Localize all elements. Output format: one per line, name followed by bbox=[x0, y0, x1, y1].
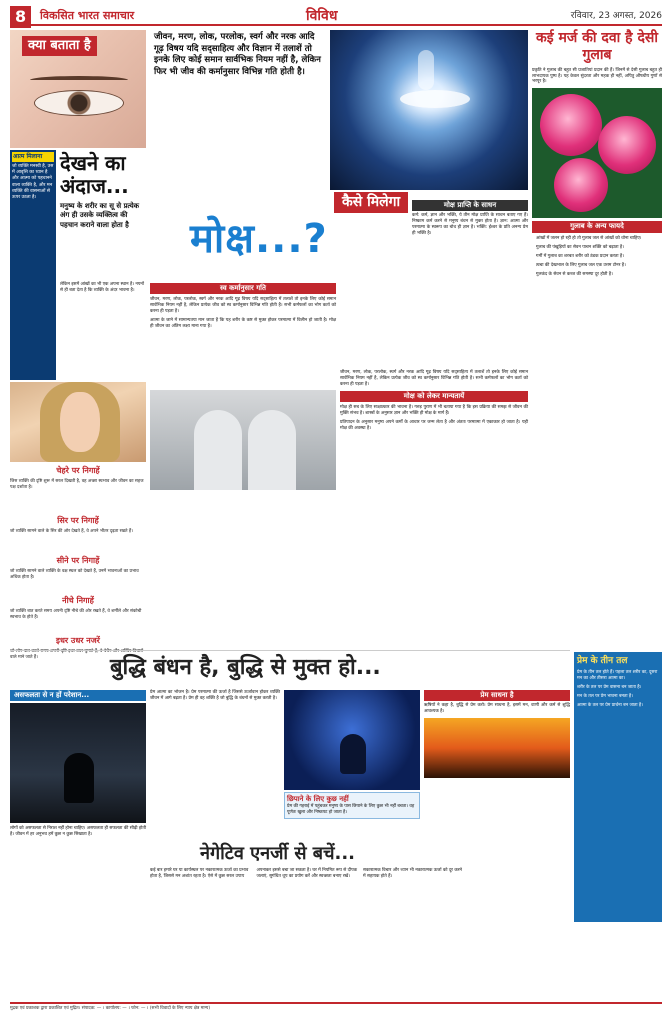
failure-article bbox=[10, 690, 146, 940]
rose-subhead: गुलाब के अन्य फायदे bbox=[532, 221, 662, 232]
band-headline-row bbox=[10, 650, 570, 686]
sidebar-title: आत्म मिलाना bbox=[12, 152, 54, 162]
rose-bullet: गुलकंद के सेवन से कब्ज की समस्या दूर होती है। bbox=[536, 271, 613, 277]
sadhana-subhead: प्रेम साधना है bbox=[424, 690, 570, 701]
feature-head bbox=[10, 516, 146, 535]
prem-tal-box bbox=[574, 652, 662, 922]
face-shape bbox=[60, 392, 100, 452]
rose-shape bbox=[540, 94, 602, 156]
feature-text: जो व्यक्ति बात करते समय अपनी दृष्टि नीचे की ओर रखते हैं, वे शर्मीले और संकोची स्वभाव के होते हैं। bbox=[10, 608, 142, 620]
feature-heading: सिर पर निगाहें bbox=[57, 516, 99, 525]
eye-photo bbox=[10, 30, 146, 148]
feature-text: जिस व्यक्ति की दृष्टि शुरू में सरल दिखती है, वह अच्छा स्वभाव और जीवन का सहज पक्ष दर्शाता है। bbox=[10, 478, 144, 490]
feature-chest bbox=[10, 556, 146, 581]
prem-tal-item: शरीर के तल पर प्रेम वासना बन जाता है। bbox=[577, 685, 642, 691]
section-title: विविध bbox=[306, 8, 338, 24]
statue-photo bbox=[150, 390, 336, 490]
woman-photo bbox=[10, 382, 146, 462]
feature-heading: नीचे निगाहें bbox=[62, 596, 94, 605]
page-header bbox=[10, 4, 662, 26]
prem-tal-item: मन के तल पर प्रेम भावना बनता है। bbox=[577, 693, 633, 699]
sad-figure-photo bbox=[10, 703, 146, 823]
negative-headline: नेगेटिव एनर्जी से बचें... bbox=[200, 843, 356, 864]
paragraph: आत्मा के जाने में सामान्यतया मान जाता है कि यह शरीर के कष्ट से मुक्त होकर परमात्मा में विलीन हो जाती है। मोक्ष ही जीवन का अंतिम लक्ष्य माना गया है। bbox=[150, 318, 336, 330]
poem-text: जीवन, मरण, लोक, परलोक, स्वर्ग और नरक आदि गूढ़ विषय यदि सद्साहित्य और विज्ञान में तलाशें तो इनके लिए कोई समान सार्वभिक नियम नहीं है, लेकिन फिर भी जीव की कर्मानुसार विभिन्न गति होती है। bbox=[154, 32, 321, 77]
rose-bullet: आंखों में जलन हो रही हो तो गुलाब जल से आंखों को धोना चाहिए। bbox=[536, 235, 642, 241]
eyebrow-shape bbox=[30, 76, 128, 84]
moksha-sadhan-text: कर्म: कर्म, ज्ञान और भक्ति, ये तीन मोक्ष प्राप्ति के साधन बताए गए हैं। निष्काम कर्म करने से मनुष्य बंधन से मुक्त होता है। ज्ञान: आत्मा और परमात्मा के स्वरूप का बोध ही ज्ञान है। भक्ति: ईश्वर के प्रति अनन्य प्रेम ही भक्ति है। bbox=[412, 213, 528, 237]
rose-intro: प्रकृति ने गुलाब की बहुत सी प्रजातियां प्रदान की हैं। जिनमें से देसी गुलाब बहुत ही लाभदायक पुष्प है। यह केवल सुंदरता और महक ही नहीं, अपितु औषधीय गुणों से भरपूर है। bbox=[532, 67, 662, 85]
rose-bullet: गुलाब की पंखुड़ियों का सेवन पाचन शक्ति को बढ़ाता है। bbox=[536, 244, 624, 250]
statue-shape bbox=[194, 410, 242, 490]
meditator-shape bbox=[340, 734, 366, 774]
moksha-headline: मोक्ष...? bbox=[190, 216, 328, 262]
rose-bullet: त्वचा की देखभाल के लिए गुलाब जल एक उत्तम टोनर है। bbox=[536, 262, 626, 268]
sadhana-text: ऋषियों ने कहा है, बुद्धि से प्रेम करो। प्रेम साधना है, इसमें मन, वाणी और कर्म से शुद्धि आवश्यक है। bbox=[424, 703, 570, 715]
band-headline: बुद्धि बंधन है, बुद्धि से मुक्त हो... bbox=[110, 655, 381, 680]
love-article bbox=[150, 690, 420, 840]
paragraph: मोक्ष ही सब के लिए साक्षात्कार की भावना है। गरुड़ पुराण में भी बताया गया है कि इस प्रक्रिया की समझ से जीवन की मुक्ति संभव है। शास्त्रों के अनुसार ज्ञान और भक्ति ही मोक्ष के मार्ग हैं। bbox=[340, 405, 528, 417]
hide-panel bbox=[284, 792, 420, 819]
imprint-footer: मुद्रक एवं प्रकाशक द्वारा प्रकाशित एवं मुद्रित। संपादक: — । कार्यालय: — । फोन: — । (सभी विवादों के लिए न्याय क्षेत्र मान्य) bbox=[10, 1002, 662, 1020]
issue-date: रविवार, 23 अगस्त, 2026 bbox=[570, 11, 662, 21]
hide-panel-title: छिपाने के लिए कुछ नहीं bbox=[287, 795, 349, 803]
rose-photo bbox=[532, 88, 662, 218]
poem-column bbox=[150, 30, 328, 160]
feature-heading: इधर उधर नजरें bbox=[56, 636, 100, 645]
sunset-photo bbox=[424, 718, 570, 778]
sadhana-article bbox=[424, 690, 570, 778]
feature-heading: चेहरे पर निगाहें bbox=[56, 466, 100, 475]
rose-headline: कई मर्ज की दवा है देसी गुलाब bbox=[536, 30, 658, 63]
paragraph: जीवन, मरण, लोक, परलोक, स्वर्ग और नरक आदि गूढ़ विषय यदि सद्साहित्य में तलाशें तो इनके लिए कोई समान सार्वभिक नियम नहीं है, लेकिन प्रत्येक जीव को स्व कर्मानुसार विभिन्न गति होती है। सभी कर्मफलों का भोग कर्ता को करना ही पड़ता है। bbox=[340, 370, 528, 387]
feature-heading: सीने पर निगाहें bbox=[56, 556, 100, 565]
subhead-manyata: मोक्ष को लेकर मान्यतायें bbox=[340, 391, 528, 402]
dekhne-article bbox=[10, 150, 146, 380]
moksha-right-column bbox=[340, 280, 528, 650]
failure-subhead: असफलता से न हों परेशान... bbox=[10, 690, 146, 701]
rose-shape bbox=[554, 158, 608, 212]
prem-tal-title: प्रेम के तीन तल bbox=[577, 656, 628, 666]
prem-tal-item: आत्मा के तल पर प्रेम प्रार्थना बन जाता है। bbox=[577, 702, 643, 708]
moksha-sadhan-box bbox=[412, 200, 528, 237]
dekhne-headline: देखने का अंदाज... bbox=[60, 151, 129, 198]
silhouette-shape bbox=[418, 50, 434, 90]
paragraph: जीवन, मरण, लोक, परलोक, स्वर्ग और नरक आदि गूढ़ विषय यदि सद्साहित्य में तलाशें तो इनके लिए कोई समान सार्वभिक नियम नहीं है, लेकिन प्रत्येक जीव को स्व कर्मानुसार विभिन्न गति होती है। सभी कर्मफलों का भोग कर्ता को करना ही पड़ता है। bbox=[150, 297, 336, 315]
paragraph: प्रतिपादन के अनुसार मनुष्य अपने कर्मों के आधार पर जन्म लेता है और अंततः परमात्मा में एकाकार हो जाता है। यही मोक्ष की अवस्था है। bbox=[340, 420, 528, 432]
hide-panel-text: प्रेम की गहराई में पहुंचकर मनुष्य के पास छिपाने के लिए कुछ भी नहीं बचता। वह पूर्णतः खुला और निष्कपट हो जाता है। bbox=[287, 804, 415, 816]
dekhne-subhead: मनुष्य के शरीर का सू से प्रत्येक अंग ही उसके व्यक्तित्व की पहचान कराने वाला होता है bbox=[60, 202, 140, 229]
kya-batata-title: क्या बताता है bbox=[22, 36, 97, 56]
subhead-karma: स्व कर्मानुसार गति bbox=[150, 283, 336, 294]
statue-shape bbox=[248, 410, 296, 490]
sidebar-box bbox=[10, 150, 56, 380]
page-number: 8 bbox=[10, 6, 31, 28]
negative-headline-row bbox=[150, 842, 420, 866]
rose-bullet: गर्मी में गुलाब का शरबत शरीर को ठंडक प्रदान करता है। bbox=[536, 253, 624, 259]
moksha-sadhan-title: मोक्ष प्राप्ति के साधन bbox=[412, 200, 528, 211]
rose-article bbox=[532, 30, 662, 281]
kaise-label: कैसे मिलेगा bbox=[334, 192, 408, 213]
meditation-photo bbox=[284, 690, 420, 790]
sidebar-text: जो व्यक्ति मनस्वी है, उस में आवृत्ति का ध्यान है और आत्मा को पहचानने वाला व्यक्ति है, और मन व्यक्ति की वासनाओं से ऊपर उठता है। bbox=[12, 164, 54, 201]
spirit-photo bbox=[330, 30, 528, 190]
feature-text: जो लोग बात करते समय अपनी दृष्टि इधर उधर घुमाते हैं, वे बेचैन और अस्थिर विचारों वाले माने जाते हैं। bbox=[10, 648, 144, 660]
person-shape bbox=[64, 753, 94, 803]
feature-down bbox=[10, 596, 146, 621]
failure-text: लोगों को असफलता से निराश नहीं होना चाहिए। असफलता ही सफलता की सीढ़ी होती है। जीवन में हर अनुभव हमें कुछ न कुछ सिखाता है। bbox=[10, 826, 146, 838]
dekhne-body: लेकिन इसमें आंखों का भी एक अपना स्थान है। नयनों से ही बता देता है कि व्यक्ति के अंदर भावना है। bbox=[60, 282, 144, 293]
eye-shape bbox=[34, 90, 124, 116]
prem-tal-item: प्रेम के तीन तल होते हैं। पहला तल शरीर का, दूसरा मन का और तीसरा आत्मा का। bbox=[577, 670, 658, 682]
love-text: प्रेम आत्मा का भोजन है। प्रेम परमात्मा की ऊर्जा है जिससे ऊर्जावान होकर व्यक्ति जीवन में आगे बढ़ता है। प्रेम ही वह शक्ति है जो बुद्धि के बंधनों से मुक्त करती है। bbox=[150, 690, 280, 701]
feature-text: जो व्यक्ति सामने वाले के सिर की ओर देखते हैं, वे अपने भीतर दृढ़ता रखते हैं। bbox=[10, 528, 133, 534]
negative-body: कई बार हमारे घर या कार्यस्थल पर नकारात्मक ऊर्जा का प्रभाव होता है, जिससे मन अशांत रहता है। ऐसे में कुछ सरल उपाय अपनाकर इससे बचा जा सकता है। घर में नियमित रूप से दीपक जलाएं, सुगंधित धूप का प्रयोग करें और स्वच्छता बनाए रखें। सकारात्मक विचार और ध्यान भी नकारात्मक ऊर्जा को दूर करने में सहायक होते हैं। bbox=[150, 868, 462, 879]
rose-shape bbox=[598, 116, 656, 174]
glow-shape bbox=[400, 90, 470, 108]
feature-face bbox=[10, 466, 146, 491]
paper-name: विकसित भारत समाचार bbox=[40, 9, 135, 22]
feature-text: जो व्यक्ति सामने वाले व्यक्ति के वक्ष स्थल को देखते हैं, उनमें भावनाओं का प्रभाव अधिक होता है। bbox=[10, 568, 139, 580]
left-column bbox=[10, 30, 146, 710]
